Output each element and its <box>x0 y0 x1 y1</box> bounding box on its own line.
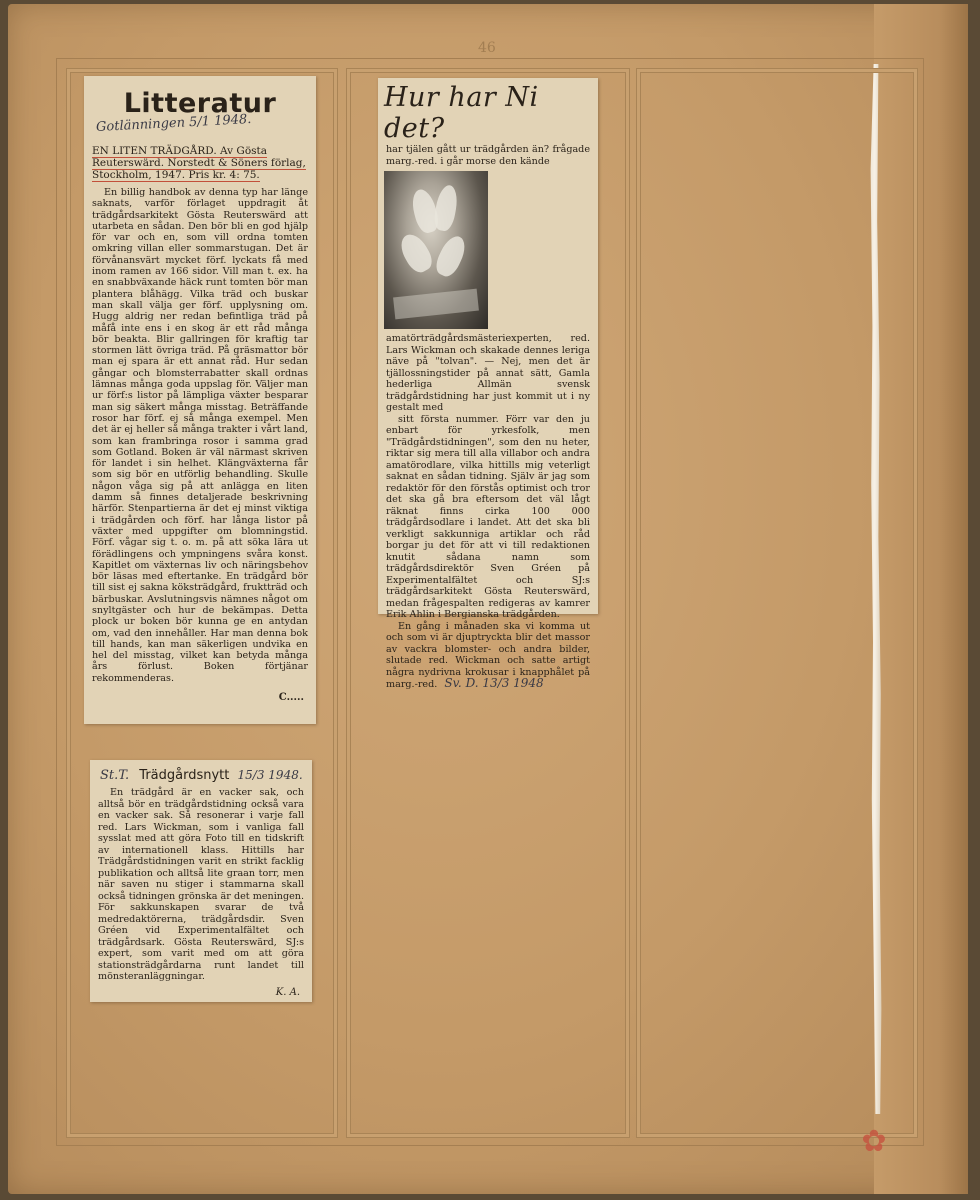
clipping-tradgardsnytt <box>90 760 312 1002</box>
clipping-hur-har-ni-det <box>378 78 598 690</box>
handwritten-source: Gotlänningen 5/1 1948. <box>95 111 252 136</box>
paragraph: sitt första nummer. Förr var den ju enbart för yrkesfolk, men "Trädgårdstidningen", som den nu heter, riktar sig mera till alla villabor och andra amatörodlare, vilka hittills mig veterligt saknat en sådan tidning. Själv är jag som redaktör för den förstås optimist och tror det ska gå bra eftersom det väl lågt räknat finns cirka 100 000 trädgårdsodlare i landet. Att det ska bli verkligt sakkunniga artiklar och råd borgar ju det för att vi till redaktionen knutit sådana namn som trädgårdsdirektör Sven Gréen på Experimentalfältet och SJ:s trädgårdsarkitekt Gösta Reuterswärd, medan frågespalten redigeras av kamrer Erik Ahlin i Bergianska trädgården. <box>386 413 590 620</box>
column-right <box>636 68 918 1138</box>
review-body: En billig handbok av denna typ har länge saknats, varför förlaget uppdragit åt trädgårdsarkitekt Gösta Reuterswärd att utarbeta en sådan. Den bör bli en god hjälp för var och en, som vill ordna tomten omkring villan eller sommarstugan. Det är förvånansvärt mycket förf. lyckats få med inom ramen av 166 sidor. Vill man t. ex. ha en snabbväxande häck runt tomten bör man plantera blåhägg. Vilka träd och buskar man skall välja ger förf. upplysning om. Hugg aldrig ner redan befintliga träd på måfå inte ens i en skog är ett råd många bör beakta. Blir gallringen för kraftig tar stormen lätt övriga träd. På gräsmattor bör man ej spara är ett annat råd. Hur sedan gångar och blomsterrabatter skall ordnas lämnas många goda uppslag för. Väljer man ur förf:s listor på lämpliga växter besparar man sig säkert många misstag. Beträffande rosor har förf. ej så många exempel. Men det är ej heller så många trakter i vårt land, som kan frambringa rosor i samma grad som Gotland. Boken är väl närmast skriven för landet i sin helhet. Klängväxterna får som sig bör en utförlig behandling. Skulle någon våga sig på att anlägga en liten damm så finnes detaljerade beskrivning härför. Stenpartierna är det ej minst viktiga i trädgården och förf. har långa listor på växter med uppgifter om blomningstid. Förf. vågar sig t. o. m. på att söka lära ut förädlingens och ympningens svåra konst. Kapitlet om växternas liv och näringsbehov bör läsas med eftertanke. En trädgård bör till sist ej sakna köksträdgård, fruktträd och bärbuskar. Avslutningsvis nämnes något om snyltgäster och hur de bekämpas. Detta plock ur boken bör kunna ge en antydan om, vad den innehåller. Har man denna bok till hands, kan man säkerligen undvika en hel del misstag, vilket kan betyda många års förlust. Boken förtjänar rekommenderas. <box>92 187 308 684</box>
handwritten-date: 15/3 1948. <box>237 768 303 782</box>
clipping-signature: K. A. <box>275 986 300 998</box>
book-title <box>92 145 308 181</box>
clipping-litteratur <box>84 76 316 724</box>
text-beside-photo: amatörträdgårdsmästeriexperten, red. Lars Wickman och skakade dennes leriga näve på "tolvan". — Nej, men det är tjällossningstider på annat sätt, Gamla hederliga Allmän svensk trädgårdstidning har just kommit ut i ny gestalt med <box>386 333 590 413</box>
paragraph <box>386 621 590 691</box>
clipping-body: En trädgård är en vacker sak, och alltså bör en trädgårdstidning också vara en vacker sak. Så resonerar i varje fall red. Lars Wickman, som i vanliga fall sysslat med att göra Foto till en tidskrift av internationell klass. Hittills har Trädgårdstidningen varit en strikt facklig publikation och alltså lite graan torr, men när saven nu stiger i stammarna skall också tidningen grönska är det meningen. För sakkunskapen svarar de två medredaktörerna, trädgårdsdir. Sven Gréen vid Experimentalfältet och trädgårdsark. Gösta Reuterswärd, SJ:s expert, som varit med om att göra stationsträdgårdarna runt landet till mönsteranläggningar. <box>98 787 304 982</box>
handwritten-source: Sv. D. 13/3 1948 <box>444 676 544 690</box>
review-signature: C..... <box>278 692 304 704</box>
clipping-body <box>386 414 590 691</box>
clipping-headline: Hur har Ni det? <box>384 82 539 144</box>
decorative-stamp-icon: ✿ <box>861 1124 887 1159</box>
crocus-petal <box>432 232 470 279</box>
clipping-headline: Trädgårdsnytt <box>139 768 230 783</box>
photo-caption-overlay <box>393 289 479 320</box>
clipping-banner: Litteratur <box>123 88 277 119</box>
crocus-photo <box>384 171 488 329</box>
crocus-petal <box>396 230 437 277</box>
book-title-text: EN LITEN TRÄDGÅRD. Av Gösta Reuterswärd. Norstedt & Söners förlag, Stockholm, 1947. Pris kr. 4: 75. <box>92 145 306 181</box>
clipping-intro: har tjälen gått ur trädgården än? frågade marg.-red. i går morse den kände <box>386 144 590 167</box>
page-number: 46 <box>478 40 496 56</box>
paragraph-text: En gång i månaden ska vi komma ut och som vi är djuptryckta blir det massor av vackra blomster- och andra bilder, slutade red. Wickman och satte artigt några nydrivna krokusar i knapphålet på marg.-red. <box>386 620 590 690</box>
handwritten-source: St.T. <box>100 768 130 783</box>
crocus-petal <box>432 184 460 233</box>
clipping-headline-row <box>100 768 312 783</box>
